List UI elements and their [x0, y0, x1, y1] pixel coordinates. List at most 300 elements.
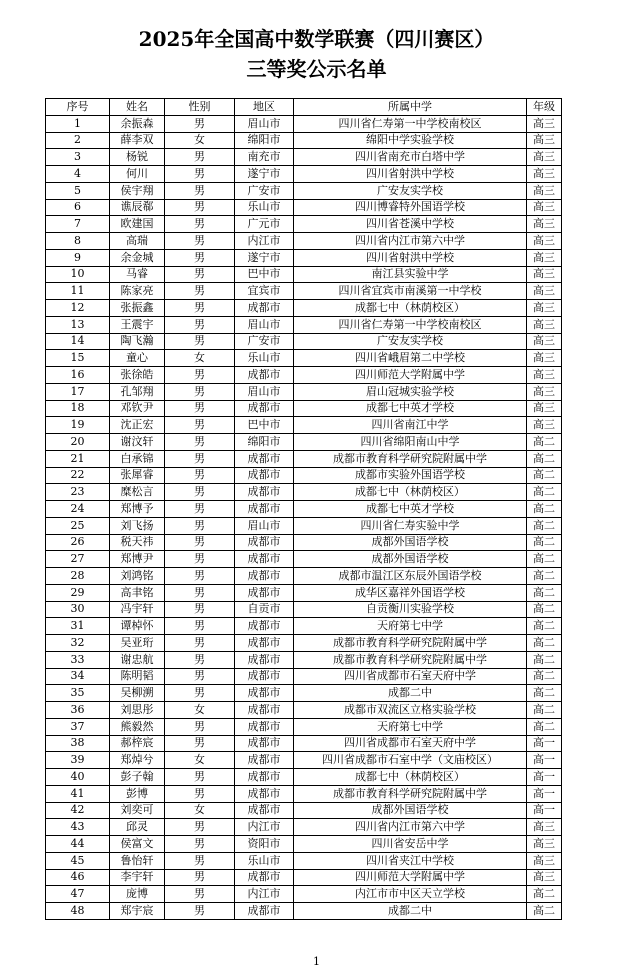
cell-school: 四川省宜宾市南溪第一中学校: [294, 283, 527, 300]
cell-school: 四川省成都市石室天府中学: [294, 668, 527, 685]
cell-name: 薛李双: [110, 132, 165, 149]
page-number: 1: [313, 955, 320, 968]
cell-sex: 男: [165, 836, 235, 853]
cell-city: 巴中市: [235, 266, 294, 283]
cell-school: 四川省苍溪中学校: [294, 216, 527, 233]
cell-city: 成都市: [235, 668, 294, 685]
cell-school: 成都外国语学校: [294, 802, 527, 819]
cell-sex: 男: [165, 115, 235, 132]
cell-name: 郑宇宸: [110, 903, 165, 920]
cell-no: 28: [46, 568, 110, 585]
cell-name: 彭子翰: [110, 769, 165, 786]
cell-no: 8: [46, 233, 110, 250]
cell-no: 11: [46, 283, 110, 300]
cell-grade: 高二: [527, 584, 562, 601]
cell-sex: 男: [165, 668, 235, 685]
table-row: [46, 886, 562, 903]
table-row: [46, 836, 562, 853]
table-row: [46, 283, 562, 300]
cell-no: 3: [46, 149, 110, 166]
table-row: [46, 367, 562, 384]
cell-grade: 高二: [527, 886, 562, 903]
cell-sex: 男: [165, 869, 235, 886]
cell-name: 欧建国: [110, 216, 165, 233]
cell-no: 29: [46, 584, 110, 601]
cell-sex: 男: [165, 266, 235, 283]
cell-grade: 高三: [527, 149, 562, 166]
table-row: [46, 618, 562, 635]
cell-city: 广安市: [235, 182, 294, 199]
cell-sex: 男: [165, 735, 235, 752]
header-sex: 性别: [165, 99, 235, 116]
cell-name: 李宇轩: [110, 869, 165, 886]
cell-sex: 男: [165, 149, 235, 166]
cell-grade: 高二: [527, 651, 562, 668]
cell-sex: 男: [165, 333, 235, 350]
cell-city: 成都市: [235, 702, 294, 719]
table-row: [46, 685, 562, 702]
table-row: [46, 819, 562, 836]
cell-city: 成都市: [235, 450, 294, 467]
table-row: [46, 718, 562, 735]
cell-grade: 高三: [527, 316, 562, 333]
cell-school: 天府第七中学: [294, 718, 527, 735]
cell-no: 5: [46, 182, 110, 199]
award-list-table: [45, 98, 562, 920]
cell-no: 1: [46, 115, 110, 132]
cell-no: 7: [46, 216, 110, 233]
cell-sex: 男: [165, 300, 235, 317]
cell-sex: 男: [165, 467, 235, 484]
cell-city: 乐山市: [235, 199, 294, 216]
cell-sex: 男: [165, 199, 235, 216]
cell-grade: 高二: [527, 501, 562, 518]
cell-grade: 高一: [527, 752, 562, 769]
cell-sex: 男: [165, 166, 235, 183]
cell-school: 四川省仁寿第一中学校南校区: [294, 316, 527, 333]
cell-grade: 高三: [527, 199, 562, 216]
cell-grade: 高二: [527, 668, 562, 685]
cell-sex: 男: [165, 903, 235, 920]
cell-no: 39: [46, 752, 110, 769]
cell-name: 冯宇轩: [110, 601, 165, 618]
cell-school: 四川省成都市石室中学（文庙校区）: [294, 752, 527, 769]
cell-name: 马睿: [110, 266, 165, 283]
cell-city: 广元市: [235, 216, 294, 233]
cell-name: 侯宇翔: [110, 182, 165, 199]
cell-city: 成都市: [235, 367, 294, 384]
cell-name: 邓钦尹: [110, 400, 165, 417]
cell-sex: 男: [165, 400, 235, 417]
cell-school: 成都市教育科学研究院附属中学: [294, 635, 527, 652]
cell-school: 四川省仁寿实验中学: [294, 517, 527, 534]
table-row: [46, 316, 562, 333]
cell-name: 谢汶轩: [110, 434, 165, 451]
cell-school: 四川省南江中学: [294, 417, 527, 434]
cell-sex: 男: [165, 517, 235, 534]
header-name: 姓名: [110, 99, 165, 116]
cell-sex: 男: [165, 283, 235, 300]
cell-city: 成都市: [235, 568, 294, 585]
cell-name: 谭棹怀: [110, 618, 165, 635]
cell-name: 郑博予: [110, 501, 165, 518]
cell-city: 资阳市: [235, 836, 294, 853]
cell-name: 吴柳溯: [110, 685, 165, 702]
cell-no: 47: [46, 886, 110, 903]
cell-name: 谢忠航: [110, 651, 165, 668]
cell-no: 14: [46, 333, 110, 350]
cell-sex: 女: [165, 132, 235, 149]
cell-school: 四川师范大学附属中学: [294, 367, 527, 384]
cell-sex: 女: [165, 752, 235, 769]
cell-grade: 高三: [527, 367, 562, 384]
cell-name: 侯富文: [110, 836, 165, 853]
cell-no: 21: [46, 450, 110, 467]
cell-school: 四川省射洪中学校: [294, 166, 527, 183]
cell-city: 遂宁市: [235, 166, 294, 183]
cell-grade: 高二: [527, 702, 562, 719]
cell-sex: 男: [165, 182, 235, 199]
cell-no: 38: [46, 735, 110, 752]
cell-no: 45: [46, 852, 110, 869]
cell-school: 四川省成都市石室天府中学: [294, 735, 527, 752]
cell-sex: 男: [165, 819, 235, 836]
cell-city: 成都市: [235, 551, 294, 568]
cell-school: 四川省南充市白塔中学: [294, 149, 527, 166]
table-row: [46, 434, 562, 451]
cell-city: 成都市: [235, 802, 294, 819]
cell-city: 遂宁市: [235, 249, 294, 266]
table-row: [46, 601, 562, 618]
cell-name: 刘飞扬: [110, 517, 165, 534]
table-row: [46, 233, 562, 250]
cell-sex: 女: [165, 802, 235, 819]
cell-name: 陶飞瀚: [110, 333, 165, 350]
cell-sex: 男: [165, 685, 235, 702]
cell-grade: 高二: [527, 618, 562, 635]
cell-school: 成都市教育科学研究院附属中学: [294, 450, 527, 467]
cell-grade: 高三: [527, 819, 562, 836]
cell-school: 成都外国语学校: [294, 534, 527, 551]
cell-grade: 高二: [527, 467, 562, 484]
table-row: [46, 216, 562, 233]
table-row: [46, 266, 562, 283]
cell-grade: 高三: [527, 132, 562, 149]
cell-no: 24: [46, 501, 110, 518]
cell-no: 32: [46, 635, 110, 652]
cell-school: 成都市教育科学研究院附属中学: [294, 651, 527, 668]
table-row: [46, 484, 562, 501]
cell-school: 成都七中（林荫校区）: [294, 769, 527, 786]
table-row: [46, 769, 562, 786]
cell-school: 成都二中: [294, 685, 527, 702]
cell-city: 自贡市: [235, 601, 294, 618]
cell-no: 9: [46, 249, 110, 266]
table-row: [46, 752, 562, 769]
cell-name: 何川: [110, 166, 165, 183]
table-row: [46, 182, 562, 199]
table-row: [46, 651, 562, 668]
cell-city: 乐山市: [235, 852, 294, 869]
cell-grade: 高三: [527, 869, 562, 886]
cell-sex: 女: [165, 702, 235, 719]
cell-school: 成都七中英才学校: [294, 501, 527, 518]
cell-name: 郑焯兮: [110, 752, 165, 769]
document-title: 2025年全国高中数学联赛（四川赛区）: [138, 27, 495, 51]
cell-name: 庞博: [110, 886, 165, 903]
cell-school: 成都市双流区立格实验学校: [294, 702, 527, 719]
cell-no: 13: [46, 316, 110, 333]
cell-name: 白承锦: [110, 450, 165, 467]
cell-no: 2: [46, 132, 110, 149]
cell-sex: 男: [165, 484, 235, 501]
table-row: [46, 350, 562, 367]
cell-city: 成都市: [235, 685, 294, 702]
cell-grade: 高一: [527, 735, 562, 752]
cell-grade: 高一: [527, 769, 562, 786]
cell-city: 成都市: [235, 718, 294, 735]
cell-no: 34: [46, 668, 110, 685]
cell-sex: 男: [165, 450, 235, 467]
table-row: [46, 300, 562, 317]
table-row: [46, 534, 562, 551]
table-row: [46, 166, 562, 183]
cell-grade: 高三: [527, 350, 562, 367]
cell-grade: 高三: [527, 166, 562, 183]
cell-no: 20: [46, 434, 110, 451]
cell-no: 44: [46, 836, 110, 853]
cell-no: 18: [46, 400, 110, 417]
cell-no: 6: [46, 199, 110, 216]
cell-sex: 男: [165, 601, 235, 618]
cell-grade: 高二: [527, 903, 562, 920]
cell-name: 高聿铭: [110, 584, 165, 601]
cell-school: 成华区嘉祥外国语学校: [294, 584, 527, 601]
cell-name: 刘鸿铭: [110, 568, 165, 585]
cell-no: 12: [46, 300, 110, 317]
table-row: [46, 869, 562, 886]
cell-grade: 高二: [527, 551, 562, 568]
cell-no: 26: [46, 534, 110, 551]
cell-grade: 高三: [527, 249, 562, 266]
cell-sex: 男: [165, 249, 235, 266]
table-row: [46, 115, 562, 132]
cell-grade: 高三: [527, 836, 562, 853]
cell-city: 绵阳市: [235, 132, 294, 149]
cell-sex: 男: [165, 886, 235, 903]
cell-school: 绵阳中学实验学校: [294, 132, 527, 149]
cell-city: 乐山市: [235, 350, 294, 367]
table-row: [46, 635, 562, 652]
cell-no: 46: [46, 869, 110, 886]
cell-grade: 高二: [527, 534, 562, 551]
table-row: [46, 584, 562, 601]
table-row: [46, 417, 562, 434]
cell-sex: 男: [165, 551, 235, 568]
cell-no: 33: [46, 651, 110, 668]
table-body: [46, 115, 562, 919]
cell-name: 余振森: [110, 115, 165, 132]
cell-city: 眉山市: [235, 316, 294, 333]
cell-sex: 女: [165, 350, 235, 367]
cell-grade: 高二: [527, 718, 562, 735]
table-header-row: [46, 99, 562, 116]
cell-name: 吴亚珩: [110, 635, 165, 652]
cell-no: 48: [46, 903, 110, 920]
cell-school: 成都七中（林荫校区）: [294, 484, 527, 501]
cell-sex: 男: [165, 568, 235, 585]
cell-school: 成都二中: [294, 903, 527, 920]
cell-name: 熊毅然: [110, 718, 165, 735]
cell-city: 成都市: [235, 534, 294, 551]
cell-sex: 男: [165, 383, 235, 400]
cell-sex: 男: [165, 769, 235, 786]
cell-city: 成都市: [235, 769, 294, 786]
cell-no: 35: [46, 685, 110, 702]
cell-name: 高瑞: [110, 233, 165, 250]
cell-city: 成都市: [235, 501, 294, 518]
cell-name: 张犀睿: [110, 467, 165, 484]
cell-city: 眉山市: [235, 517, 294, 534]
cell-school: 成都七中英才学校: [294, 400, 527, 417]
cell-name: 邱灵: [110, 819, 165, 836]
table-row: [46, 450, 562, 467]
cell-city: 眉山市: [235, 115, 294, 132]
cell-grade: 高三: [527, 400, 562, 417]
cell-sex: 男: [165, 534, 235, 551]
cell-name: 张振鑫: [110, 300, 165, 317]
table-row: [46, 333, 562, 350]
cell-city: 南充市: [235, 149, 294, 166]
cell-grade: 高三: [527, 182, 562, 199]
cell-grade: 高三: [527, 266, 562, 283]
table-row: [46, 735, 562, 752]
cell-school: 内江市市中区天立学校: [294, 886, 527, 903]
cell-school: 四川省射洪中学校: [294, 249, 527, 266]
table-row: [46, 702, 562, 719]
header-school: 所属中学: [294, 99, 527, 116]
cell-no: 22: [46, 467, 110, 484]
cell-city: 成都市: [235, 300, 294, 317]
table-row: [46, 852, 562, 869]
cell-sex: 男: [165, 367, 235, 384]
cell-school: 自贡衡川实验学校: [294, 601, 527, 618]
cell-grade: 高三: [527, 300, 562, 317]
cell-school: 成都七中（林荫校区）: [294, 300, 527, 317]
cell-no: 16: [46, 367, 110, 384]
cell-no: 31: [46, 618, 110, 635]
cell-name: 刘奕可: [110, 802, 165, 819]
cell-grade: 高一: [527, 785, 562, 802]
cell-no: 25: [46, 517, 110, 534]
cell-city: 成都市: [235, 785, 294, 802]
table-row: [46, 568, 562, 585]
cell-sex: 男: [165, 417, 235, 434]
cell-no: 43: [46, 819, 110, 836]
cell-city: 成都市: [235, 635, 294, 652]
cell-name: 彭博: [110, 785, 165, 802]
cell-grade: 高二: [527, 484, 562, 501]
cell-grade: 高二: [527, 601, 562, 618]
cell-school: 四川省内江市第六中学: [294, 819, 527, 836]
cell-school: 四川省仁寿第一中学校南校区: [294, 115, 527, 132]
cell-school: 眉山冠城实验学校: [294, 383, 527, 400]
cell-grade: 高三: [527, 383, 562, 400]
cell-school: 四川省内江市第六中学: [294, 233, 527, 250]
cell-school: 四川省安岳中学: [294, 836, 527, 853]
cell-grade: 高三: [527, 333, 562, 350]
cell-city: 成都市: [235, 735, 294, 752]
cell-name: 谯辰郗: [110, 199, 165, 216]
cell-no: 30: [46, 601, 110, 618]
cell-name: 余金城: [110, 249, 165, 266]
cell-city: 成都市: [235, 618, 294, 635]
cell-name: 刘思彤: [110, 702, 165, 719]
cell-city: 成都市: [235, 651, 294, 668]
cell-name: 郝梓宸: [110, 735, 165, 752]
cell-sex: 男: [165, 501, 235, 518]
table-row: [46, 903, 562, 920]
cell-no: 15: [46, 350, 110, 367]
cell-city: 成都市: [235, 484, 294, 501]
table-row: [46, 149, 562, 166]
cell-city: 成都市: [235, 400, 294, 417]
cell-sex: 男: [165, 618, 235, 635]
table-row: [46, 802, 562, 819]
table-row: [46, 249, 562, 266]
cell-name: 沈正宏: [110, 417, 165, 434]
cell-name: 王震宇: [110, 316, 165, 333]
cell-name: 孔邹翔: [110, 383, 165, 400]
cell-grade: 高三: [527, 233, 562, 250]
cell-grade: 高二: [527, 450, 562, 467]
cell-sex: 男: [165, 785, 235, 802]
cell-school: 四川省绵阳南山中学: [294, 434, 527, 451]
cell-city: 成都市: [235, 584, 294, 601]
table-row: [46, 501, 562, 518]
cell-no: 10: [46, 266, 110, 283]
cell-city: 眉山市: [235, 383, 294, 400]
cell-no: 27: [46, 551, 110, 568]
cell-sex: 男: [165, 651, 235, 668]
cell-grade: 高一: [527, 802, 562, 819]
cell-grade: 高三: [527, 852, 562, 869]
cell-name: 陈明韬: [110, 668, 165, 685]
table-row: [46, 400, 562, 417]
cell-grade: 高三: [527, 417, 562, 434]
cell-school: 成都外国语学校: [294, 551, 527, 568]
cell-name: 杨锐: [110, 149, 165, 166]
document-subtitle: 三等奖公示名单: [246, 57, 387, 81]
cell-school: 成都市教育科学研究院附属中学: [294, 785, 527, 802]
table-row: [46, 517, 562, 534]
cell-grade: 高二: [527, 635, 562, 652]
cell-city: 成都市: [235, 869, 294, 886]
cell-grade: 高二: [527, 568, 562, 585]
cell-name: 童心: [110, 350, 165, 367]
cell-no: 17: [46, 383, 110, 400]
cell-school: 四川省夹江中学校: [294, 852, 527, 869]
cell-no: 42: [46, 802, 110, 819]
cell-school: 成都市温江区东辰外国语学校: [294, 568, 527, 585]
table-row: [46, 199, 562, 216]
cell-school: 四川师范大学附属中学: [294, 869, 527, 886]
cell-school: 广安友实学校: [294, 333, 527, 350]
cell-grade: 高二: [527, 517, 562, 534]
table-row: [46, 132, 562, 149]
cell-no: 4: [46, 166, 110, 183]
cell-sex: 男: [165, 434, 235, 451]
